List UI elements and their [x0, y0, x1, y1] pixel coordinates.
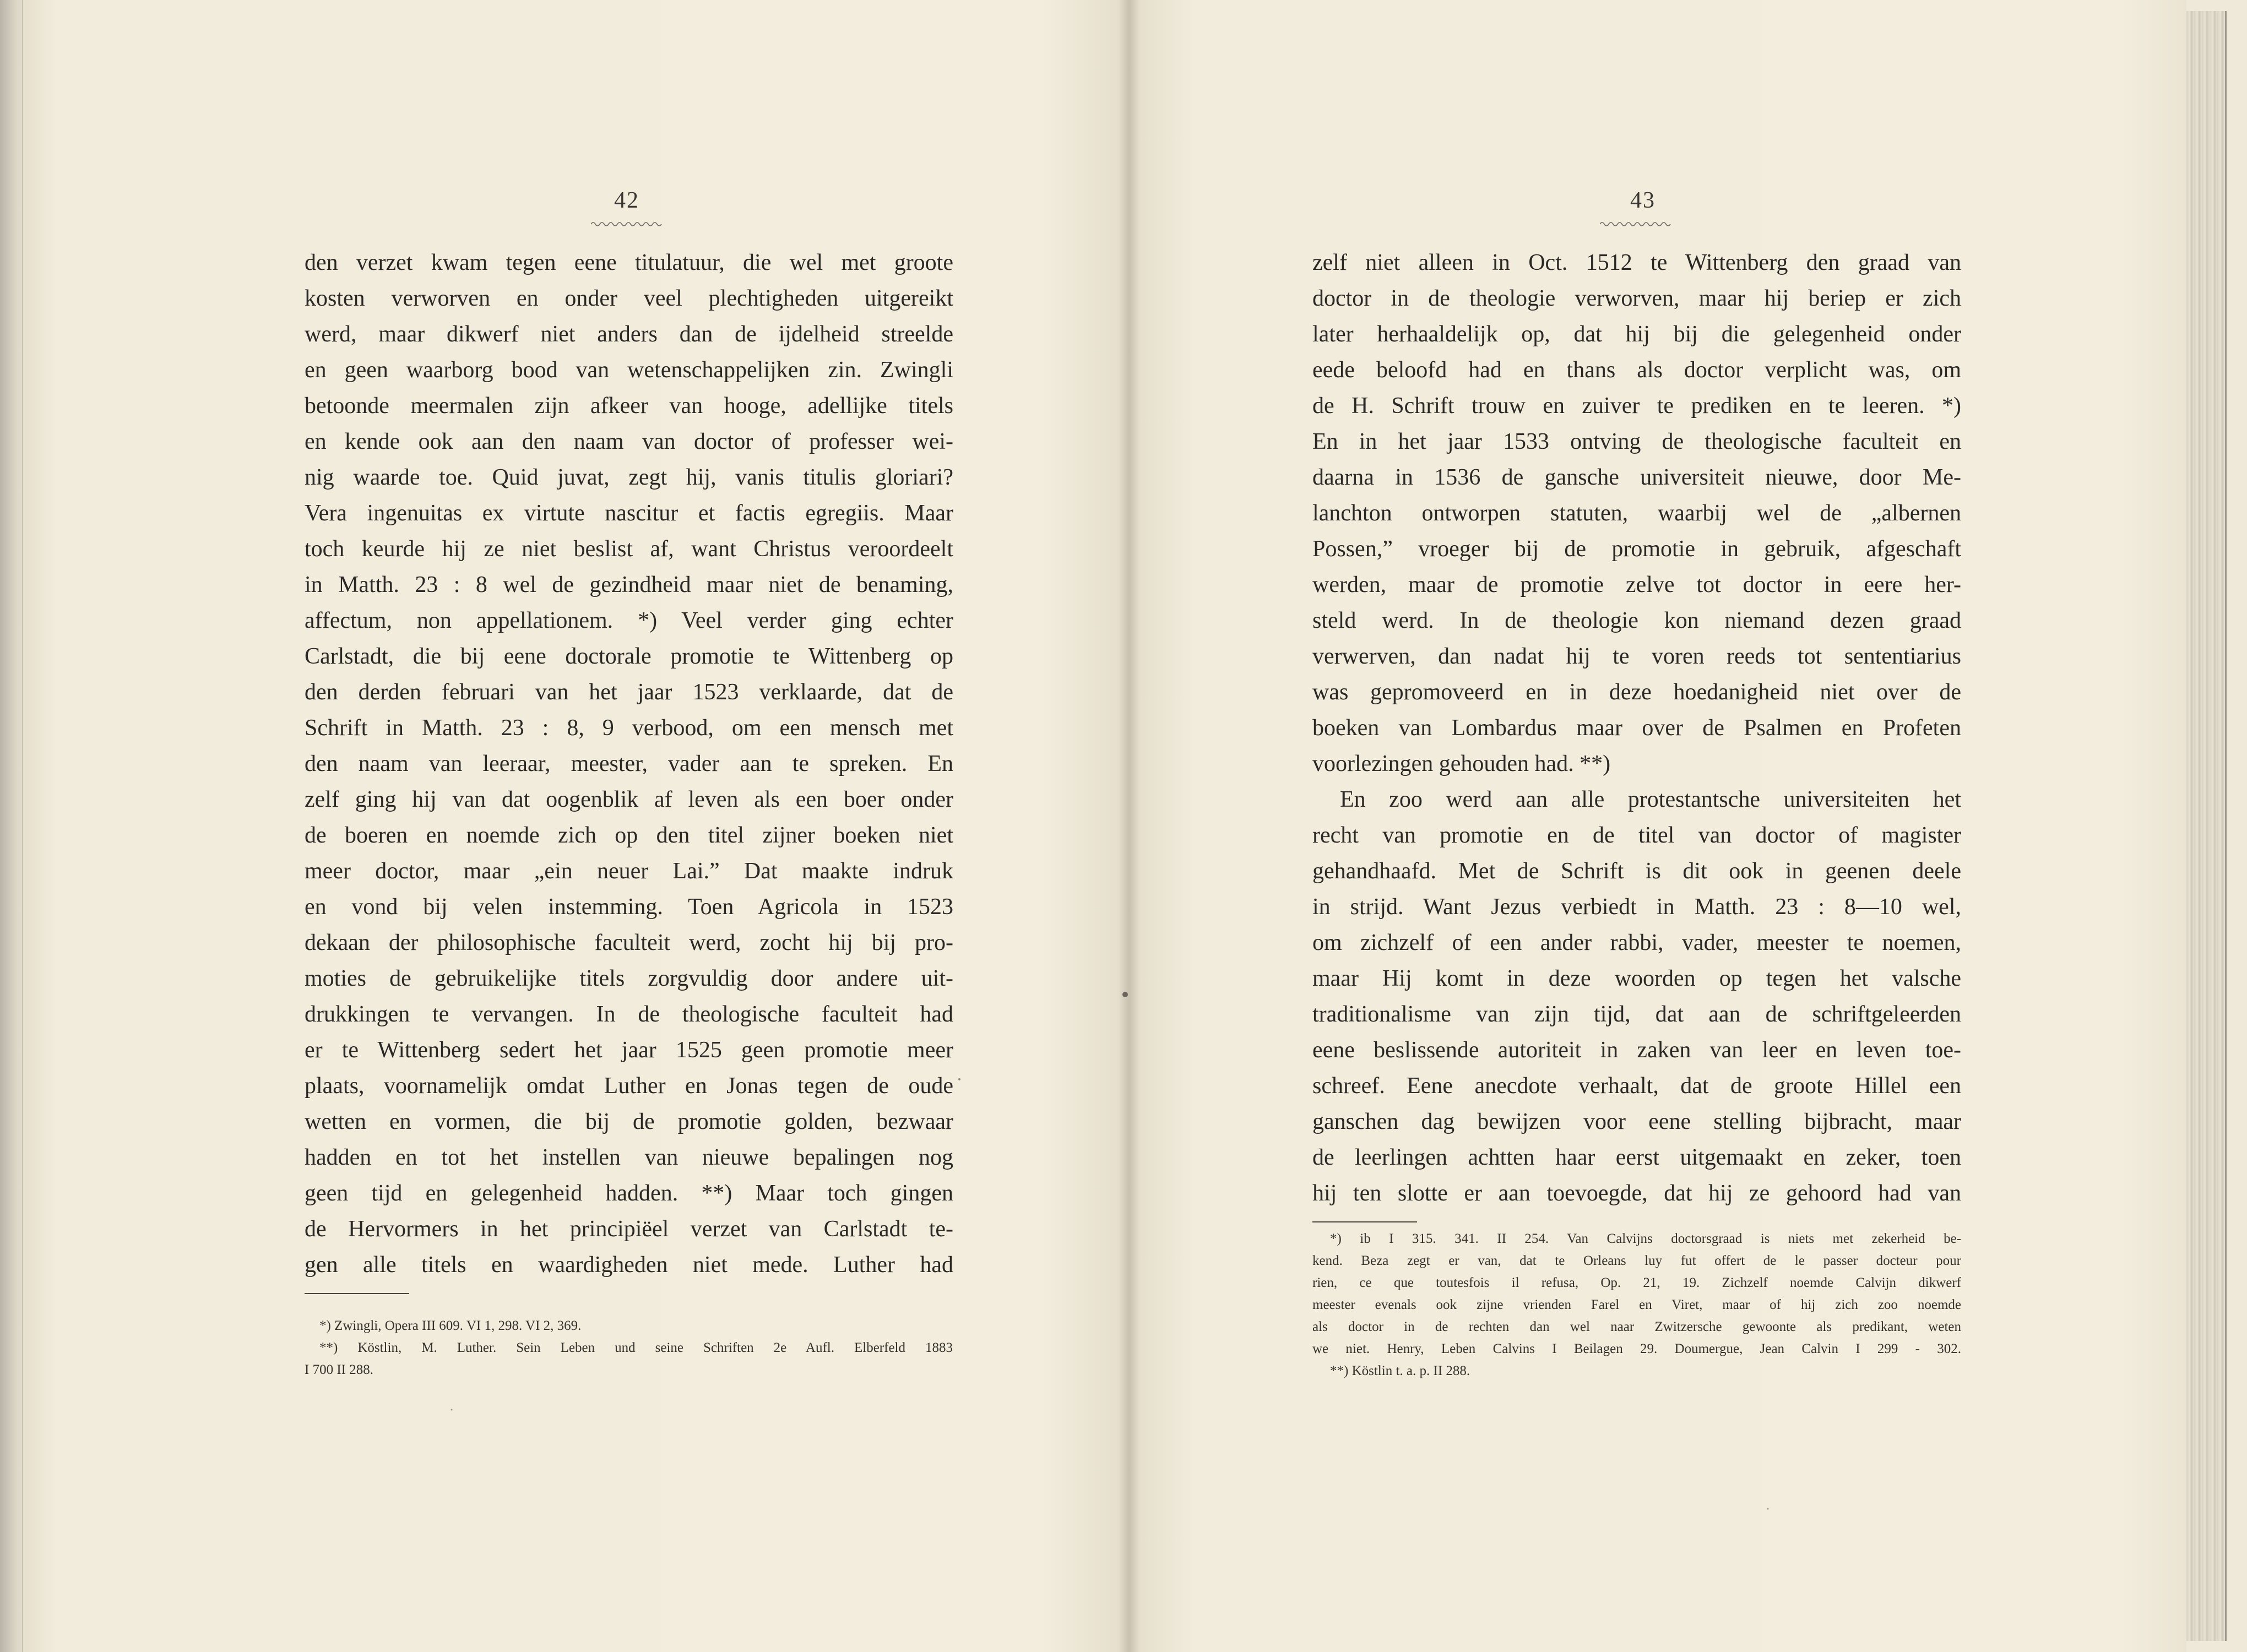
- right-line: maar Hij komt in deze woorden op tegen het valsche: [1312, 966, 1961, 991]
- left-line: zelf ging hij van dat oogenblik af leven als een boer onder: [305, 787, 953, 812]
- left-line: kosten verworven en onder veel plechtigheden uitgereikt: [305, 286, 953, 311]
- left-line: Vera ingenuitas ex virtute nascitur et factis egregiis. Maar: [305, 501, 953, 526]
- right-line: boeken van Lombardus maar over de Psalmen en Profeten: [1312, 715, 1961, 741]
- right-line: schreef. Eene anecdote verhaalt, dat de groote Hillel een: [1312, 1073, 1961, 1099]
- right-line: ganschen dag bewijzen voor eene stelling bijbracht, maar: [1312, 1109, 1961, 1134]
- left-line: de boeren en noemde zich op den titel zijner boeken niet: [305, 823, 953, 848]
- right-line: hij ten slotte er aan toevoegde, dat hij ze gehoord had van: [1312, 1181, 1961, 1206]
- right-line: daarna in 1536 de gansche universiteit nieuwe, door Me-: [1312, 465, 1961, 490]
- right-line: om zichzelf of een ander rabbi, vader, meester te noemen,: [1312, 930, 1961, 955]
- left-line: den derden februari van het jaar 1523 verklaarde, dat de: [305, 680, 953, 705]
- right-footnote-line: rien, ce que toutesfois il refusa, Op. 21, 19. Zichzelf noemde Calvijn dikwerf: [1312, 1275, 1961, 1290]
- right-line: eede beloofd had en thans als doctor verplicht was, om: [1312, 357, 1961, 383]
- right-line: Possen,” vroeger bij de promotie in gebruik, afgeschaft: [1312, 536, 1961, 562]
- left-line: meer doctor, maar „ein neuer Lai.” Dat maakte indruk: [305, 858, 953, 884]
- left-line: en vond bij velen instemming. Toen Agricola in 1523: [305, 894, 953, 920]
- left-line: geen tijd en gelegenheid hadden. **) Maar toch gingen: [305, 1181, 953, 1206]
- left-line: moties de gebruikelijke titels zorgvuldig door andere uit-: [305, 966, 953, 991]
- right-footnote-line: we niet. Henry, Leben Calvins I Beilagen 29. Doumergue, Jean Calvin I 299 - 302.: [1312, 1341, 1961, 1356]
- right-line: later herhaaldelijk op, dat hij bij die gelegenheid onder: [1312, 322, 1961, 347]
- right-line: eene beslissende autoriteit in zaken van leer en leven toe-: [1312, 1037, 1961, 1063]
- left-line: toch keurde hij ze niet beslist af, want Christus veroordeelt: [305, 536, 953, 562]
- right-line: doctor in de theologie verworven, maar hij beriep er zich: [1312, 286, 1961, 311]
- left-line: Carlstadt, die bij eene doctorale promotie te Wittenberg op: [305, 644, 953, 669]
- right-line: werden, maar de promotie zelve tot doctor in eere her-: [1312, 572, 1961, 597]
- right-line: gehandhaafd. Met de Schrift is dit ook in geenen deele: [1312, 858, 1961, 884]
- left-page-number: 42: [614, 188, 639, 213]
- left-line: den verzet kwam tegen eene titulatuur, die wel met groote: [305, 250, 953, 275]
- left-line: Schrift in Matth. 23 : 8, 9 verbood, om een mensch met: [305, 715, 953, 741]
- left-line: in Matth. 23 : 8 wel de gezindheid maar niet de benaming,: [305, 572, 953, 597]
- right-line: steld werd. In de theologie kon niemand dezen graad: [1312, 608, 1961, 633]
- left-line: plaats, voornamelijk omdat Luther en Jonas tegen de oude: [305, 1073, 953, 1099]
- right-footnote-line: als doctor in de rechten dan wel naar Zwitzersche gewoonte als predikant, weten: [1312, 1319, 1961, 1334]
- right-line: En in het jaar 1533 ontving de theologische faculteit en: [1312, 429, 1961, 454]
- right-line: lanchton ontworpen statuten, waarbij wel de „albernen: [1312, 501, 1961, 526]
- right-line: voorlezingen gehouden had. **): [1312, 751, 1611, 776]
- right-line: de H. Schrift trouw en zuiver te prediken en te leeren. *): [1312, 393, 1961, 419]
- right-line: verwerven, dan nadat hij te voren reeds tot sententiarius: [1312, 644, 1961, 669]
- right-line: zelf niet alleen in Oct. 1512 te Wittenberg den graad van: [1312, 250, 1961, 275]
- left-footnote-line: I 700 II 288.: [305, 1362, 373, 1377]
- left-line: affectum, non appellationem. *) Veel verder ging echter: [305, 608, 953, 633]
- right-footnote-line: **) Köstlin t. a. p. II 288.: [1330, 1363, 1470, 1378]
- left-line: nig waarde toe. Quid juvat, zegt hij, vanis titulis gloriari?: [305, 465, 953, 490]
- right-line: de leerlingen achtten haar eerst uitgemaakt en zeker, toen: [1312, 1145, 1961, 1170]
- left-line: dekaan der philosophische faculteit werd, zocht hij bij pro-: [305, 930, 953, 955]
- right-line: recht van promotie en de titel van doctor of magister: [1312, 823, 1961, 848]
- left-line: werd, maar dikwerf niet anders dan de ijdelheid streelde: [305, 322, 953, 347]
- right-footnote-line: meester evenals ook zijne vrienden Farel en Viret, maar of hij zich zoo noemde: [1312, 1297, 1961, 1312]
- left-line: en geen waarborg bood van wetenschappelijken zin. Zwingli: [305, 357, 953, 383]
- left-line: en kende ook aan den naam van doctor of professer wei-: [305, 429, 953, 454]
- left-line: de Hervormers in het principiëel verzet van Carlstadt te-: [305, 1216, 953, 1242]
- right-page-number: 43: [1630, 188, 1656, 213]
- left-footnote-line: *) Zwingli, Opera III 609. VI 1, 298. VI 2, 369.: [319, 1318, 582, 1333]
- left-line: drukkingen te vervangen. In de theologische faculteit had: [305, 1002, 953, 1027]
- left-footnote-line: **) Köstlin, M. Luther. Sein Leben und seine Schriften 2e Aufl. Elberfeld 1883: [319, 1340, 953, 1355]
- left-line: gen alle titels en waardigheden niet mede. Luther had: [305, 1252, 953, 1278]
- right-footnote-line: *) ib I 315. 341. II 254. Van Calvijns doctorsgraad is niets met zekerheid be-: [1330, 1231, 1961, 1246]
- right-line: was gepromoveerd en in deze hoedanigheid niet over de: [1312, 680, 1961, 705]
- left-line: er te Wittenberg sedert het jaar 1525 geen promotie meer: [305, 1037, 953, 1063]
- left-line: hadden en tot het instellen van nieuwe bepalingen nog: [305, 1145, 953, 1170]
- right-line: traditionalisme van zijn tijd, dat aan de schriftgeleerden: [1312, 1002, 1961, 1027]
- right-line: En zoo werd aan alle protestantsche universiteiten het: [1340, 787, 1961, 812]
- left-line: betoonde meermalen zijn afkeer van hooge, adellijke titels: [305, 393, 953, 419]
- left-line: wetten en vormen, die bij de promotie golden, bezwaar: [305, 1109, 953, 1134]
- right-line: in strijd. Want Jezus verbiedt in Matth. 23 : 8—10 wel,: [1312, 894, 1961, 920]
- left-line: den naam van leeraar, meester, vader aan te spreken. En: [305, 751, 953, 776]
- right-footnote-line: kend. Beza zegt er van, dat te Orleans luy fut offert de le passer docteur pour: [1312, 1253, 1961, 1268]
